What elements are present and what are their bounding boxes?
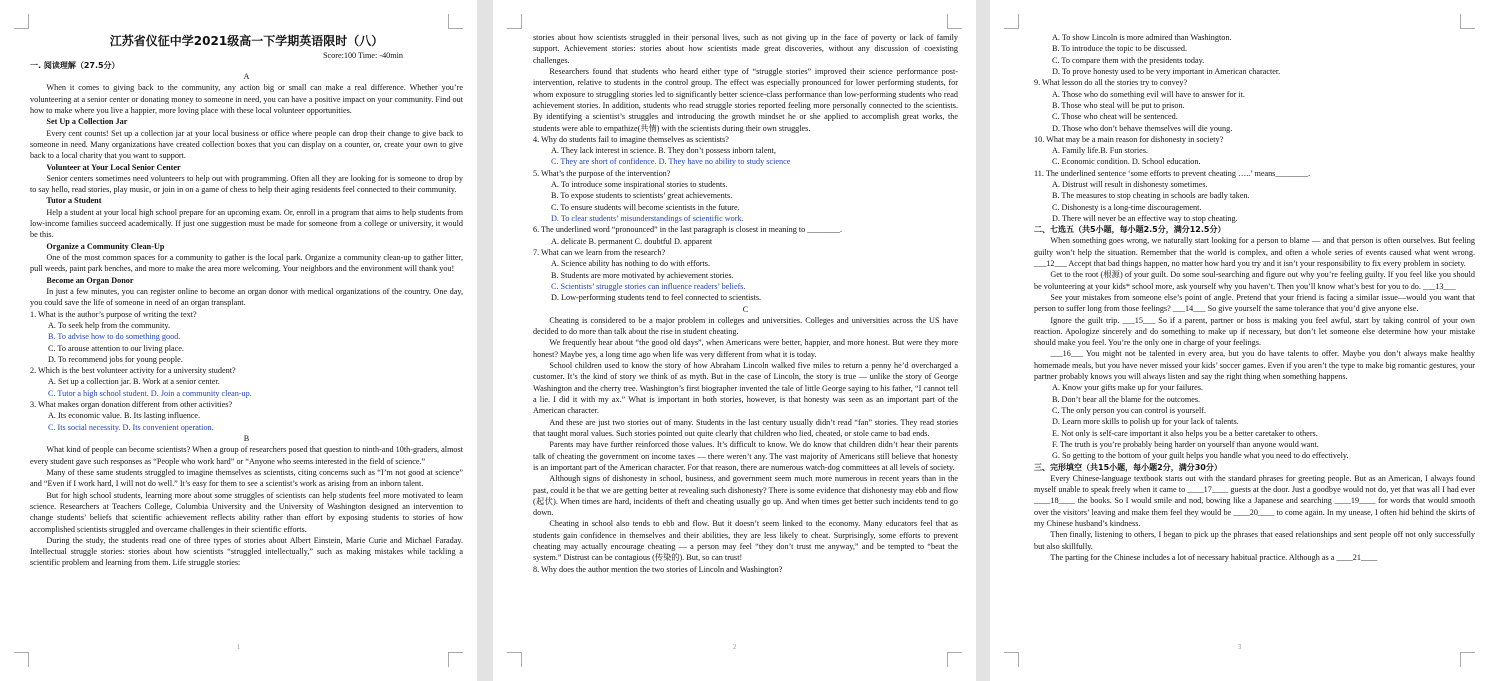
text-line: C. Dishonesty is a long-time discouragement. <box>1052 202 1202 212</box>
document-page-1 <box>0 0 477 681</box>
page-2-text <box>533 32 958 575</box>
page-1-text <box>30 71 463 569</box>
text-line: A. Set up a collection jar. B. Work at a senior center. <box>48 377 220 387</box>
crop-mark <box>1460 652 1475 667</box>
crop-mark <box>448 14 463 29</box>
text-line: D. To recommend jobs for young people. <box>48 354 183 364</box>
crop-mark <box>947 652 962 667</box>
text-line: A. To show Lincoln is more admired than Washington. <box>1052 33 1232 42</box>
text-line: 5. What’s the purpose of the intervention? <box>533 168 671 178</box>
text-line: 6. The underlined word “pronounced” in the last paragraph is closest in meaning to ________. <box>533 225 843 235</box>
text-line: 9. What lesson do all the stories try to convey? <box>1034 78 1188 88</box>
text-line: B. To advise how to do something good. <box>48 332 181 342</box>
page-number: 1 <box>236 643 241 651</box>
text-line: C. Those who cheat will be sentenced. <box>1052 112 1178 122</box>
text-line: What kind of people can become scientists? When a group of researchers posed that question to ninth-and 10th-graders, almost every student gave such responses as “People who work hard” or “Anyone who seems interested in the field of science.” <box>30 445 463 466</box>
text-line: C. They are short of confidence. D. They have no ability to study science <box>551 157 791 167</box>
text-line: B. To introduce the topic to be discussed. <box>1052 44 1188 54</box>
crop-mark <box>507 652 522 667</box>
text-line: Cheating in school also tends to ebb and flow. But it doesn’t seem linked to the economy. Many educators feel that as students gain confidence in themselves and their abilities, they are less likely to cheat. Surprisingly, some efforts to prevent cheating may actually encourage cheating — a person may feel “they don’t trust me anyway,” and be tempted to “beat the system.” Distrust can be contagious (传染的). But, so can trust! <box>533 519 958 563</box>
text-line: When it comes to giving back to the community, any action big or small can make a real difference. Whether you’re volunteering at a senior center or donating money to someone in need, you can have a positive impact on your community. Find out how to make where you live a happier, more loving place with these local volunteer opportunities. <box>30 83 463 115</box>
text-line: Cheating is considered to be a major problem in colleges and universities. Colleges and universities across the US have decided to do more than talk about the rise in student cheating. <box>533 315 958 337</box>
text-line: C. Economic condition. D. School education. <box>1052 157 1201 167</box>
page-number: 2 <box>732 643 737 651</box>
text-line: Every Chinese-language textbook starts out with the standard phrases for greeting people. But as an American, I always found myself unable to speak freely when it came to ____17____ guests at the door. Just a goodbye would not do, yet that was all I had ever ____18____ the books. So I would smile and nod, bowing like a Japanese and searching ____19____ for words that would smooth over the visitors’ leaving and make them feel they would be ____20____ to come again. In my unease, I often hid behind the skirts of my Chinese husband’s kindness. <box>1034 473 1475 528</box>
text-line: 4. Why do students fail to imagine themselves as scientists? <box>533 134 729 144</box>
text-line: A. They lack interest in science. B. They don’t possess inborn talent, <box>551 146 776 156</box>
text-line: 三、完形填空（共15小题，每小题2分，满分30分） <box>1034 462 1222 472</box>
text-line: A. To seek help from the community. <box>48 320 170 330</box>
text-line: D. To clear students’ misunderstandings of scientific work. <box>551 214 744 223</box>
text-line: Tutor a Student <box>46 196 102 206</box>
text-line: Set Up a Collection Jar <box>46 117 128 127</box>
crop-mark <box>947 14 962 29</box>
text-line: Help a student at your local high school prepare for an upcoming exam. Or, enroll in a program that aims to help students from low-income families succeed academically. If just one suggestion must be made for someone from a college or university, it would be this. <box>30 207 463 240</box>
page-3-text <box>1034 32 1475 563</box>
text-line: School children used to know the story of how Abraham Lincoln walked five miles to return a penny he’d overcharged a customer. It’s the kind of story we think of as myth. But in the case of Lincoln, the story is true — unlike the story of George Washington and the cherry tree. Washington’s first biographer invented the tale of little George saying to his father, “I cannot tell a lie. I did it with my ax.” What is important in both stories, however, is that honesty was seen as an important part of the American character. <box>533 361 958 416</box>
text-line: B. Students are more motivated by achievement stories. <box>551 270 734 280</box>
text-line: 1. What is the author’s purpose of writing the text? <box>30 309 197 319</box>
crop-mark <box>448 652 463 667</box>
text-line: F. The truth is you’re probably being harder on yourself than anyone would want. <box>1052 439 1319 449</box>
text-line: Researchers found that students who heard either type of “struggle stories” improved their science performance post-intervention, relative to students in the control group. The effect was especially pronounced for lower performing students, for whom exposure to struggling stories led to significantly better science-class performance than low-performing students who read achievement stories. In addition, students who read struggle stories reported feeling more personally connected to the scientists. By identifying a scientist’s struggles and introducing the growth mindset he or she applied to accomplish great works, the students were able to empathize(共情) with the scientists during their own struggles. <box>533 66 958 133</box>
text-line: 7. What can we learn from the research? <box>533 247 666 257</box>
text-line: During the study, the students read one of three types of stories about Albert Einstein, Marie Curie and Michael Faraday. Intellectual struggle stories: stories about how scientists “struggled intellectually,” such as making mistakes while tackling a scientific problem and learning from them. Life struggle stories: <box>30 535 463 568</box>
text-line: A. Family life.B. Fun stories. <box>1052 146 1148 156</box>
crop-mark <box>1004 14 1019 29</box>
text-line: C. Its social necessity. D. Its convenient operation. <box>48 422 214 432</box>
text-line: D. Those who don’t behave themselves will die young. <box>1052 123 1233 133</box>
text-line: Every cent counts! Set up a collection jar at your local business or office where people can drop their change to give back to someone in need. Many organizations have created collection boxes that you can display on a counter, or, create your own to give back to a local charity that you want to support. <box>30 128 463 161</box>
text-line: C. To arouse attention to our living place. <box>48 343 184 353</box>
crop-mark <box>1460 14 1475 29</box>
text-line: 2. Which is the best volunteer activity for a university student? <box>30 366 236 376</box>
text-line: B <box>243 434 250 444</box>
text-line: Volunteer at Your Local Senior Center <box>46 162 181 172</box>
text-line: 二、七选五（共5小题，每小题2.5分，满分12.5分） <box>1034 225 1226 235</box>
text-line: The parting for the Chinese includes a lot of necessary habitual practice. Although as a ____21____ <box>1050 552 1378 562</box>
text-line: Organize a Community Clean-Up <box>46 241 165 251</box>
text-line: And these are just two stories out of many. Students in the last century usually didn’t read “fan” stories. They read stories that taught moral values. Such stories pointed out quite clearly that children who lied, cheated, or stole came to bad ends. <box>533 417 958 438</box>
text-line: B. To expose students to scientists’ great achievements. <box>551 191 733 201</box>
text-line: Become an Organ Donor <box>46 275 134 285</box>
text-line: A. Distrust will result in dishonesty sometimes. <box>1052 180 1208 190</box>
text-line: B. Don’t bear all the blame for the outcomes. <box>1052 394 1201 404</box>
text-line: Parents may have further reinforced those values. It’s difficult to know. We do know that children didn’t hear their parents talk of cheating the government on income taxes — there weren’t any. The vast majority of Americans still believe that honesty is an important part of the American character. For that reason, there are numerous watch-dog committees at all levels of society. <box>533 440 958 472</box>
text-line: D. Learn more skills to polish up for your lack of talents. <box>1052 417 1239 427</box>
text-line: C. To ensure students will become scientists in the future. <box>551 202 740 212</box>
document-page-3 <box>990 0 1489 681</box>
text-line: Senior centers sometimes need volunteers to help out with programming. Often all they are looking for is someone to drop by to say hello, read stories, play music, or join in on a game of chess to help their aging residents feel connected to their community. <box>30 173 463 195</box>
text-line: But for high school students, learning more about some struggles of scientists can help students feel more motivated to learn science. Researchers at Teachers College, Columbia University and the University of Washington designed an intervention to change students’ beliefs that scientific achievement reflects ability rather than effort by exposing students to stories of how accomplished scientists struggled and overcame challenges in their scientific efforts. <box>30 490 463 534</box>
crop-mark <box>14 652 29 667</box>
page-number: 3 <box>1237 643 1242 651</box>
text-line: Many of these same students struggled to imagine themselves as scientists, citing concerns such as “I’m not good at science” and “Even if I work hard, I will not do well.” It’s easy for them to see a scientist’s work as arising from an inborn talent. <box>30 467 463 489</box>
text-line: Then finally, listening to others, I began to pick up the phrases that eased relationships and sent people off not only successfully but also skillfully. <box>1034 530 1475 551</box>
crop-mark <box>1004 652 1019 667</box>
section-heading: 一. 阅读理解（27.5分） <box>30 61 120 70</box>
text-line: We frequently hear about “the good old days”, when Americans were better, happier, and more honest. But were they more honest? Maybe yes, a long time ago when life was very different from what it is today. <box>533 338 958 359</box>
text-line: D. To prove honesty used to be very important in American character. <box>1052 66 1281 76</box>
text-line: One of the most common spaces for a community to gather is the local park. Organize a community clean-up to gather litter, pull weeds, paint park benches, and more to make the area more welcoming. Your neighbors and the environment will thank you! <box>30 253 463 274</box>
document-page-2 <box>493 0 976 681</box>
text-line: A. Those who do something evil will have to answer for it. <box>1052 89 1245 99</box>
crop-mark <box>14 14 29 29</box>
text-line: C. Scientists’ struggle stories can influence readers’ beliefs. <box>551 281 746 291</box>
text-line: D. Low-performing students tend to feel connected to scientists. <box>551 293 762 303</box>
text-line: stories about how scientists struggled in their personal lives, such as not giving up in the face of poverty or lack of family support. Achievement stories: stories about how scientists made great discoveries, without any discussion of coexisting challenges. <box>533 33 958 65</box>
text-line: 10. What may be a main reason for dishonesty in society? <box>1034 134 1224 144</box>
text-line: Although signs of dishonesty in school, business, and government seem much more numerous in recent years than in the past, could it be that we are getting better at revealing such dishonesty? There is some evidence that dishonesty may ebb and flow (起伏). When times are hard, incidents of theft and cheating usually go up. And when times get better such incidents tend to go down. <box>533 474 958 518</box>
text-line: B. The measures to stop cheating in schools are badly taken. <box>1052 191 1250 201</box>
text-line: A. To introduce some inspirational stories to students. <box>551 180 728 190</box>
text-line: 11. The underlined sentence ‘some efforts to prevent cheating …..’ means________. <box>1034 168 1311 178</box>
text-line: A. delicate B. permanent C. doubtful D. apparent <box>551 236 713 246</box>
text-line: Ignore the guilt trip. ___15___ So if a parent, partner or boss is making you feel awful, start by taking control of your own reaction. Apologize sincerely and do something to make up if necessary, but don’t let someone else determine how your mistake should make you feel. You’re the only one in charge of your feelings. <box>1034 315 1475 348</box>
text-line: D. There will never be an effective way to stop cheating. <box>1052 214 1238 223</box>
text-line: C. To compare them with the presidents today. <box>1052 55 1205 65</box>
score-time-line: Score:100 Time: -40min <box>322 51 403 60</box>
text-line: A. Science ability has nothing to do with efforts. <box>551 259 711 269</box>
text-line: See your mistakes from someone else’s point of angle. Pretend that your friend is facing a similar issue—would you want that person to suffer long from those feelings? ___14___ So give yourself the same tolerance that you’d give anyone else. <box>1034 292 1475 314</box>
text-line: E. Not only is self-care important it also helps you be a better caretaker to others. <box>1052 428 1318 438</box>
text-line: G. So getting to the bottom of your guilt helps you handle what you need to do effectively. <box>1052 451 1349 461</box>
text-line: C. The only person you can control is yourself. <box>1052 406 1207 416</box>
text-line: C. Tutor a high school student. D. Join a community clean-up. <box>48 388 252 398</box>
text-line: C <box>742 304 749 314</box>
page-title: 江苏省仪征中学2021级高一下学期英语限时（八） <box>109 34 384 48</box>
text-line: When something goes wrong, we naturally start looking for a person to blame — and that person is often ourselves. But feeling guilty won’t help the situation. Remember that the world is complex, and often a whole series of events caused what went wrong. ___12___ Accept that bad things happen, no matter how hard you try and it isn’t your responsibility to fix every problem in society. <box>1034 236 1475 268</box>
text-line: 8. Why does the author mention the two stories of Lincoln and Washington? <box>533 564 783 574</box>
text-line: In just a few minutes, you can register online to become an organ donor with medical organizations of the country. One day, you could save the life of someone in need of an organ transplant. <box>30 286 463 308</box>
text-line: B. Those who steal will be put to prison. <box>1052 100 1185 110</box>
text-line: A. Know your gifts make up for your failures. <box>1052 383 1203 393</box>
text-line: 3. What makes organ donation different from other activities? <box>30 400 233 410</box>
crop-mark <box>507 14 522 29</box>
text-line: ___16___ You might not be talented in every area, but you do have talents to offer. Maybe you don’t always make healthy homemade meals, but you have never missed your kids’ soccer games. Even if you aren’t the type to make big romantic gestures, your partner probably knows you will always listen and say the right thing when something happens. <box>1034 349 1475 382</box>
text-line: Get to the root (根源) of your guilt. Do some soul-searching and figure out why you’re feeling guilty. If you feel like you should be volunteering at your kids* school more, ask yourself why you haven’t. Then you’ll know what’s best for you to do. ___13___ <box>1034 270 1475 291</box>
text-line: A. Its economic value. B. Its lasting influence. <box>48 411 201 421</box>
text-line: A <box>243 72 250 82</box>
